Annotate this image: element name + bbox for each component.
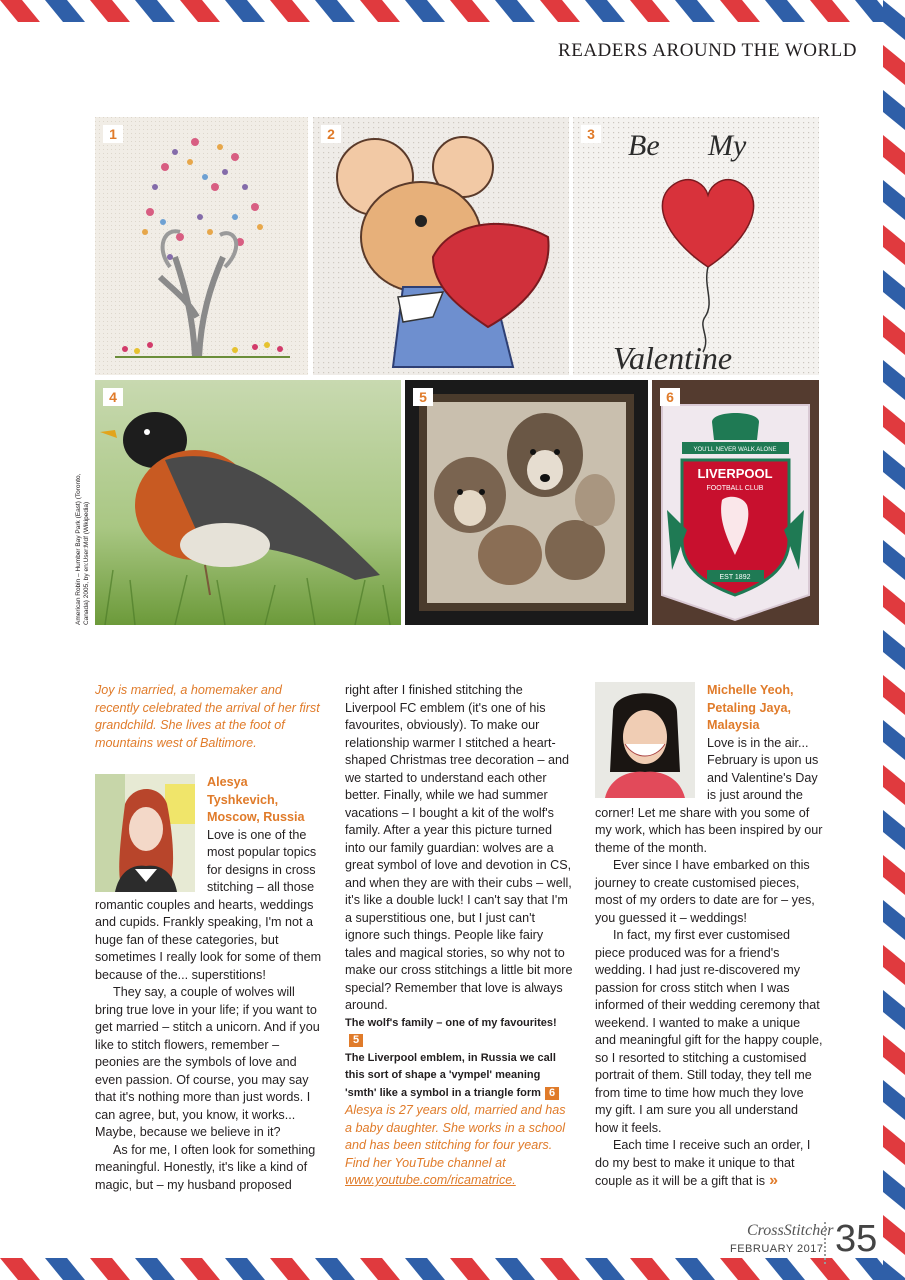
liverpool-name: LIVERPOOL [697, 466, 773, 481]
robin-illustration [95, 380, 401, 625]
airmail-border-top [0, 0, 905, 22]
photo-credit: American Robin – Humber Bay Park (East) (Toronto, Canada) 2005, by en:User:Mdf (Wikipedia) [75, 473, 90, 625]
liverpool-club: FOOTBALL CLUB [706, 485, 764, 492]
location-michelle: Petaling Jaya, Malaysia [707, 700, 791, 732]
magazine-brand: CrossStitcher [747, 1222, 834, 1239]
photo-tree-stitch [95, 117, 308, 375]
airmail-border-bottom [0, 1258, 905, 1280]
portrait-alesya [95, 774, 195, 892]
caption-6-number: 6 [545, 1087, 559, 1100]
photo-number-5: 5 [413, 388, 433, 406]
caption-6: The Liverpool emblem, in Russia we call this sort of shape a 'vympel' meaning 'smth' like a symbol in a triangle form [345, 1051, 556, 1099]
caption-5-number: 5 [349, 1034, 363, 1047]
be-text: Be [628, 129, 660, 162]
column-2 [345, 682, 573, 1190]
photo-number-4: 4 [103, 388, 123, 406]
col3-paragraph-1: Love is in the air... February is upon us and Valentine's Day is just around the corner! Let me share with you some of my work, which has been inspired by our theme of the month. [595, 735, 823, 855]
photo-mouse-stitch [313, 117, 569, 375]
col3-paragraph-3: In fact, my first ever customised piece produced was for a friend's wedding. I had just re-discovered my passion for cross stitch when I was informed of their wedding ceremony that weekend. I wanted to make a unique and meaningful gift for the happy couple, so I resorted to stitching a customised portrait of them. Still today, they tell me from time to time how much they love my gift. I am sure you all understand how it feels. [595, 928, 823, 1135]
continue-arrow-icon: » [769, 1172, 779, 1189]
mouse-illustration [313, 117, 569, 375]
column-1 [95, 682, 322, 1194]
col2-paragraph-1: right after I finished stitching the Liverpool FC emblem (it's one of his favourites, obviously). To make our relationship warmer I stitched a heart-shaped Christmas tree decoration – and we started to understand each other better. Finally, while we had summer vacations – I bought a kit of the wolf's family. After a year this picture turned into our family guardian: wolves are a great symbol of love and devotion in CS, and when they are with their cubs – well, it's like a double luck! I can't say that I'm a superstitious one, but I just can't ignore such things. People like fairy tales and magical stories, so why not to make our cross stitchings a little bit more special? Remember that love is always around. [345, 683, 573, 1012]
liverpool-est: EST 1892 [719, 574, 751, 581]
photo-valentine-stitch [573, 117, 819, 375]
location-alesya: Moscow, Russia [207, 810, 305, 824]
youtube-link[interactable]: www.youtube.com/ricamatrice. [345, 1173, 516, 1187]
photo-liverpool-stitch [652, 380, 819, 625]
intro-bio: Joy is married, a homemaker and recently celebrated the arrival of her first grandchild. She lives at the foot of mountains west of Baltimore. [95, 683, 320, 750]
col3-paragraph-4: Each time I receive such an order, I do my best to make it unique to that couple as it will be a gift that is [595, 1138, 811, 1188]
liverpool-illustration [652, 380, 819, 625]
photo-number-3: 3 [581, 125, 601, 143]
bio-alesya: Alesya is 27 years old, married and has a baby daughter. She works in a school and has been stitching for four years. Find her YouTube channel at [345, 1103, 566, 1170]
liverpool-motto: YOU'LL NEVER WALK ALONE [693, 447, 777, 453]
col3-paragraph-2: Ever since I have embarked on this journey to create customised pieces, most of my orders to date are for – yes, you guessed it – weddings! [595, 858, 815, 925]
col1-paragraph-2: They say, a couple of wolves will bring true love in your life; if you want to get married – stitch a unicorn. And if you like to stitch flowers, remember – peonies are the symbols of love and even passion. Of course, you may say that it's nothing more than just words. I can agree, but, you know, it works... Maybe, because we believe in it? [95, 985, 320, 1139]
issue-date: FEBRUARY 2017 [730, 1243, 824, 1255]
portrait-michelle [595, 682, 695, 798]
col1-paragraph-3: As for me, I often look for something meaningful. Honestly, it's like a kind of magic, but – my husband proposed [95, 1142, 316, 1192]
caption-5: The wolf's family – one of my favourites! [345, 1016, 557, 1029]
section-title: READERS AROUND THE WORLD [558, 40, 857, 61]
valentine-illustration [573, 117, 819, 375]
name-alesya: Alesya Tyshkevich, [207, 775, 279, 807]
photo-number-6: 6 [660, 388, 680, 406]
photo-wolves-stitch [405, 380, 648, 625]
my-text: My [708, 129, 747, 162]
airmail-border-right [883, 0, 905, 1280]
tree-illustration [95, 117, 308, 375]
page-number: 35 [835, 1218, 878, 1260]
column-3 [595, 682, 823, 1191]
wolves-illustration [405, 380, 648, 625]
valentine-text: Valentine [613, 340, 733, 375]
photo-number-1: 1 [103, 125, 123, 143]
name-michelle: Michelle Yeoh, [707, 683, 794, 697]
footer-divider [824, 1222, 828, 1264]
photo-robin [95, 380, 401, 625]
col1-paragraph-1: Love is one of the most popular topics for designs in cross stitching – all those romantic couples and hearts, weddings and cupids. Frankly speaking, I'm not a huge fan of these categories, but sometimes I really look for some of them because of the... superstitions! [95, 827, 322, 982]
photo-number-2: 2 [321, 125, 341, 143]
